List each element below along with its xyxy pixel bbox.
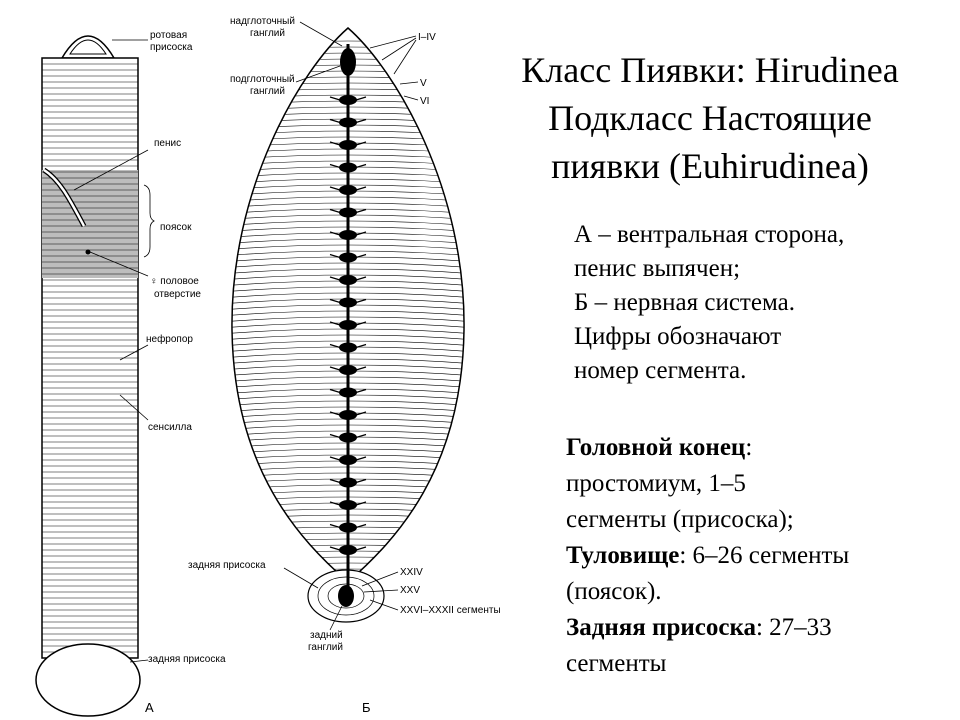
title-line-1: Класс Пиявки: Hirudinea — [521, 50, 899, 90]
label-clitellum: поясок — [160, 222, 192, 233]
label-oral-sucker-2: присоска — [150, 42, 193, 53]
segment-ganglion — [339, 500, 357, 510]
label-posterior-sucker-b: задняя присоска — [188, 560, 266, 571]
label-seg-24: XXIV — [400, 567, 423, 578]
figure-b-letter: Б — [362, 700, 371, 715]
label-penis: пенис — [154, 138, 182, 149]
segment-ganglion — [339, 185, 357, 195]
segment-ganglion — [339, 455, 357, 465]
caption-line-3: Б – нервная система. — [574, 289, 795, 316]
head-end-line-2: простомиум, 1–5 — [566, 470, 746, 497]
title-line-3: пиявки (Euhirudinea) — [551, 146, 869, 186]
figure-a-letter: А — [145, 700, 154, 715]
label-sensilla: сенсилла — [148, 422, 192, 433]
segment-ganglion — [339, 410, 357, 420]
body-regions-info: Головной конец: простомиум, 1–5 сегменты (присоска); Туловище: 6–26 сегменты (поясок). Задняя присоска: 27–33 сегменты — [566, 430, 946, 682]
label-seg-6: VI — [420, 96, 430, 107]
label-seg-5: V — [420, 78, 427, 89]
head-end-line-3: сегменты (присоска); — [566, 506, 794, 533]
segment-ganglion — [339, 343, 357, 353]
trunk-line-2: (поясок). — [566, 578, 662, 605]
label-genital-pore-1: ♀ половое — [150, 276, 199, 287]
segment-ganglion — [339, 365, 357, 375]
figure-a-ventral-side — [36, 30, 226, 716]
segment-ganglion — [339, 208, 357, 218]
segment-ganglion — [339, 163, 357, 173]
caption-line-1: А – вентральная сторона, — [574, 221, 845, 248]
trunk-term: Туловище — [566, 542, 680, 569]
label-posterior-sucker-a: задняя присоска — [148, 654, 226, 665]
segment-ganglion — [339, 320, 357, 330]
label-supraphar-1: надглоточный — [230, 16, 295, 27]
label-oral-sucker-1: ротовая — [150, 30, 188, 41]
label-posterior-ganglion-1: задний — [310, 630, 343, 641]
segment-ganglion — [339, 275, 357, 285]
label-subphar-1: подглоточный — [230, 74, 295, 85]
segment-ganglion — [339, 253, 357, 263]
segment-ganglion — [339, 118, 357, 128]
caption-line-2: пенис выпячен; — [574, 255, 741, 282]
title-line-2: Подкласс Настоящие — [548, 98, 872, 138]
label-posterior-ganglion-2: ганглий — [308, 642, 343, 653]
subpharyngeal-ganglion — [340, 48, 356, 76]
segment-ganglion — [339, 140, 357, 150]
label-supraphar-2: ганглий — [250, 28, 285, 39]
head-end-term: Головной конец — [566, 434, 746, 461]
label-nephropore: нефропор — [146, 334, 193, 345]
label-seg-1-4: I–IV — [418, 32, 436, 43]
posterior-sucker-a — [36, 644, 140, 716]
caption-line-5: номер сегмента. — [574, 357, 747, 384]
caption-line-4: Цифры обозначают — [574, 323, 782, 350]
figure-caption — [574, 218, 944, 388]
figure-b-nervous-system — [188, 16, 501, 715]
posterior-sucker-term: Задняя присоска — [566, 614, 756, 641]
segment-ganglion — [339, 545, 357, 555]
segment-ganglion — [339, 478, 357, 488]
segment-ganglion — [339, 433, 357, 443]
segment-ganglion — [339, 95, 357, 105]
segment-ganglion — [339, 298, 357, 308]
posterior-sucker-line-2: сегменты — [566, 650, 667, 677]
segment-ganglion — [339, 523, 357, 533]
label-seg-25: XXV — [400, 585, 421, 596]
segment-ganglion — [339, 388, 357, 398]
slide-title — [470, 46, 950, 190]
label-seg-26-32: XXVI–XXXII сегменты — [400, 605, 501, 616]
posterior-ganglion — [338, 585, 354, 607]
segment-ganglion — [339, 230, 357, 240]
label-genital-pore-2: отверстие — [154, 289, 201, 300]
genital-pore — [86, 250, 91, 255]
label-subphar-2: ганглий — [250, 86, 285, 97]
